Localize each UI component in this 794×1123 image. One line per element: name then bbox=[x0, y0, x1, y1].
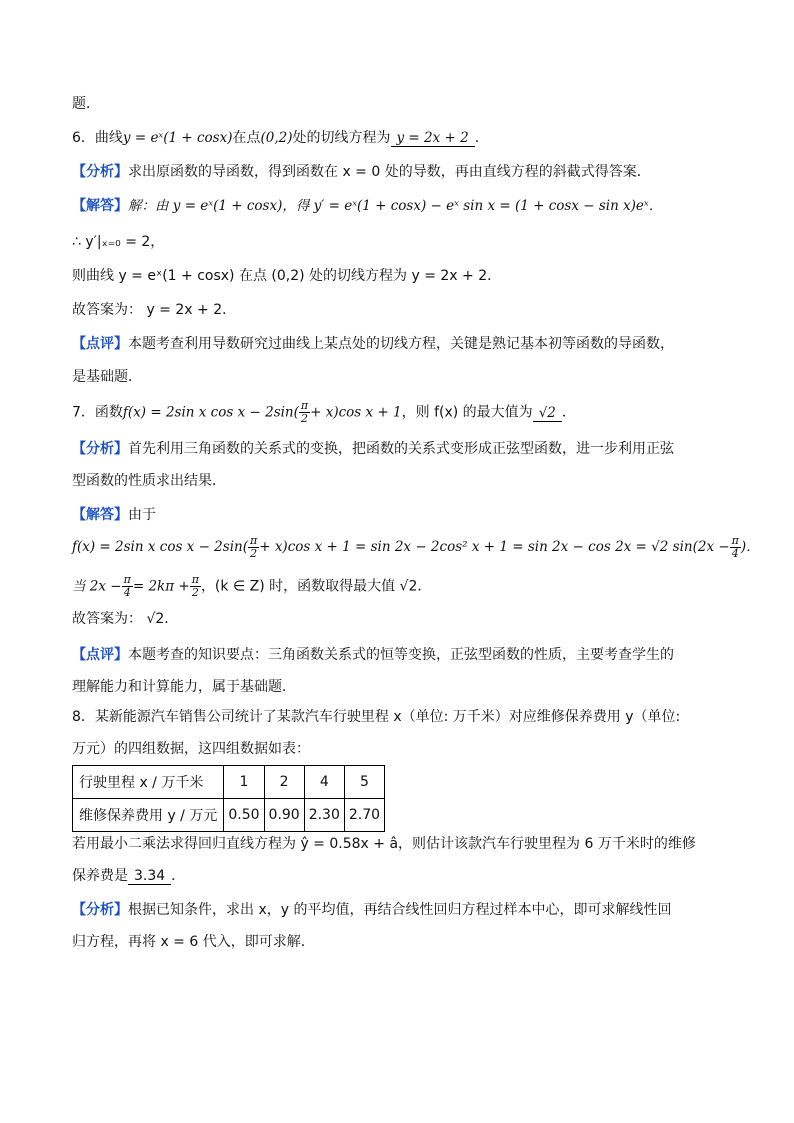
table-cell: 2 bbox=[264, 766, 304, 799]
fraction-pi-over-2: $\frac{\pi}{2}$ bbox=[249, 534, 258, 560]
question-8-continued: 万元）的四组数据，这四组数据如表： bbox=[72, 741, 310, 757]
document-page bbox=[72, 94, 760, 950]
table-cell: 2.70 bbox=[344, 799, 384, 832]
comment-continued: 是基础题． bbox=[72, 369, 142, 385]
max-condition: 当 2x − $\frac{\pi}{4}$ = 2kπ + $\frac{\pi}{2}$ ，(k ∈ Z) 时，函数取得最大值 √2． bbox=[72, 573, 432, 599]
table-cell: 4 bbox=[304, 766, 344, 799]
table-cell: 5 bbox=[344, 766, 384, 799]
point: (0,2) bbox=[260, 130, 293, 146]
solution-step: 则曲线 y = eˣ(1 + cosx) 在点 (0,2) 处的切线方程为 y = 2x + 2． bbox=[72, 268, 502, 284]
data-table bbox=[72, 765, 385, 832]
solution-step: ∴ y′|ₓ₌₀ = 2， bbox=[72, 234, 165, 250]
analysis-tag: 【分析】 bbox=[72, 902, 128, 918]
question-7: 7．函数f(x) = 2sin x cos x − 2sin( $\frac{\pi}{2}$ + x)cos x + 1，则 f(x) 的最大值为 √2 ． bbox=[72, 399, 576, 425]
table-cell: 1 bbox=[224, 766, 264, 799]
regression-question: 若用最小二乘法求得回归直线方程为 ŷ = 0.58x + â，则估计该款汽车行驶里程为 6 万千米时的维修 bbox=[72, 836, 696, 852]
table-cell: 0.50 bbox=[224, 799, 264, 832]
comment-tag: 【点评】 bbox=[72, 336, 128, 352]
paragraph-tail: 题． bbox=[72, 96, 100, 112]
analysis: 【分析】求出原函数的导函数，得到函数在 x = 0 处的导数，再由直线方程的斜截式得答案． bbox=[72, 164, 651, 180]
analysis-tag: 【分析】 bbox=[72, 164, 128, 180]
question-number: 7． bbox=[72, 404, 95, 421]
comment-continued: 理解能力和计算能力，属于基础题． bbox=[72, 679, 296, 695]
comment: 【点评】本题考查的知识要点：三角函数关系式的恒等变换，正弦型函数的性质，主要考查学生的 bbox=[72, 647, 674, 663]
table-row-label: 维修保养费用 y / 万元 bbox=[73, 799, 224, 832]
derivation: f(x) = 2sin x cos x − 2sin( $\frac{\pi}{2}$ + x)cos x + 1 = sin 2x − 2cos² x + 1 = sin 2x − cos 2x = √2 sin(2x − $\frac{\pi}{4}$ )． bbox=[72, 534, 760, 560]
analysis: 【分析】首先利用三角函数的关系式的变换，把函数的关系式变形成正弦型函数，进一步利用正弦 bbox=[72, 441, 674, 457]
fraction-pi-over-2: $\frac{\pi}{2}$ bbox=[300, 399, 309, 425]
table-cell: 2.30 bbox=[304, 799, 344, 832]
solution-tag: 【解答】 bbox=[72, 198, 128, 214]
solution-tag: 【解答】 bbox=[72, 507, 128, 523]
answer-line: 故答案为： y = 2x + 2． bbox=[72, 302, 237, 318]
answer-blank: y = 2x + 2 bbox=[391, 130, 475, 147]
solution: 【解答】由于 bbox=[72, 507, 156, 523]
curve-equation: y = eˣ(1 + cosx) bbox=[122, 130, 233, 146]
table-row bbox=[73, 766, 385, 799]
answer-blank: 3.34 bbox=[128, 868, 171, 885]
table-row-label: 行驶里程 x / 万千米 bbox=[73, 766, 224, 799]
comment: 【点评】本题考查利用导数研究过曲线上某点处的切线方程，关键是熟记基本初等函数的导函数， bbox=[72, 336, 674, 352]
fraction-pi-over-4: $\frac{\pi}{4}$ bbox=[123, 573, 131, 599]
analysis-continued: 归方程，再将 x = 6 代入，即可求解． bbox=[72, 934, 315, 950]
regression-question-continued: 保养费是 3.34 ． bbox=[72, 868, 186, 884]
fraction-pi-over-2: $\frac{\pi}{2}$ bbox=[191, 573, 199, 599]
answer-line: 故答案为： √2． bbox=[72, 611, 179, 627]
table-row bbox=[73, 799, 385, 832]
analysis-tag: 【分析】 bbox=[72, 441, 128, 457]
analysis-continued: 型函数的性质求出结果． bbox=[72, 473, 226, 489]
comment-tag: 【点评】 bbox=[72, 647, 128, 663]
fraction-pi-over-4: $\frac{\pi}{4}$ bbox=[731, 534, 739, 560]
question-8: 8．某新能源汽车销售公司统计了某款汽车行驶里程 x（单位: 万千米）对应维修保养费用 y（单位: bbox=[72, 709, 681, 725]
solution: 【解答】解：由 y = eˣ(1 + cosx)，得 y′ = eˣ(1 + cosx) − eˣ sin x = (1 + cosx − sin x)eˣ． bbox=[72, 198, 663, 214]
analysis: 【分析】根据已知条件，求出 x，y 的平均值，再结合线性回归方程过样本中心，即可求解线性回 bbox=[72, 902, 672, 918]
answer-blank: √2 bbox=[533, 405, 562, 422]
table-cell: 0.90 bbox=[264, 799, 304, 832]
question-number: 6． bbox=[72, 130, 95, 146]
question-6: 6．曲线y = eˣ(1 + cosx)在点(0,2)处的切线方程为 y = 2x + 2 ． bbox=[72, 130, 489, 146]
